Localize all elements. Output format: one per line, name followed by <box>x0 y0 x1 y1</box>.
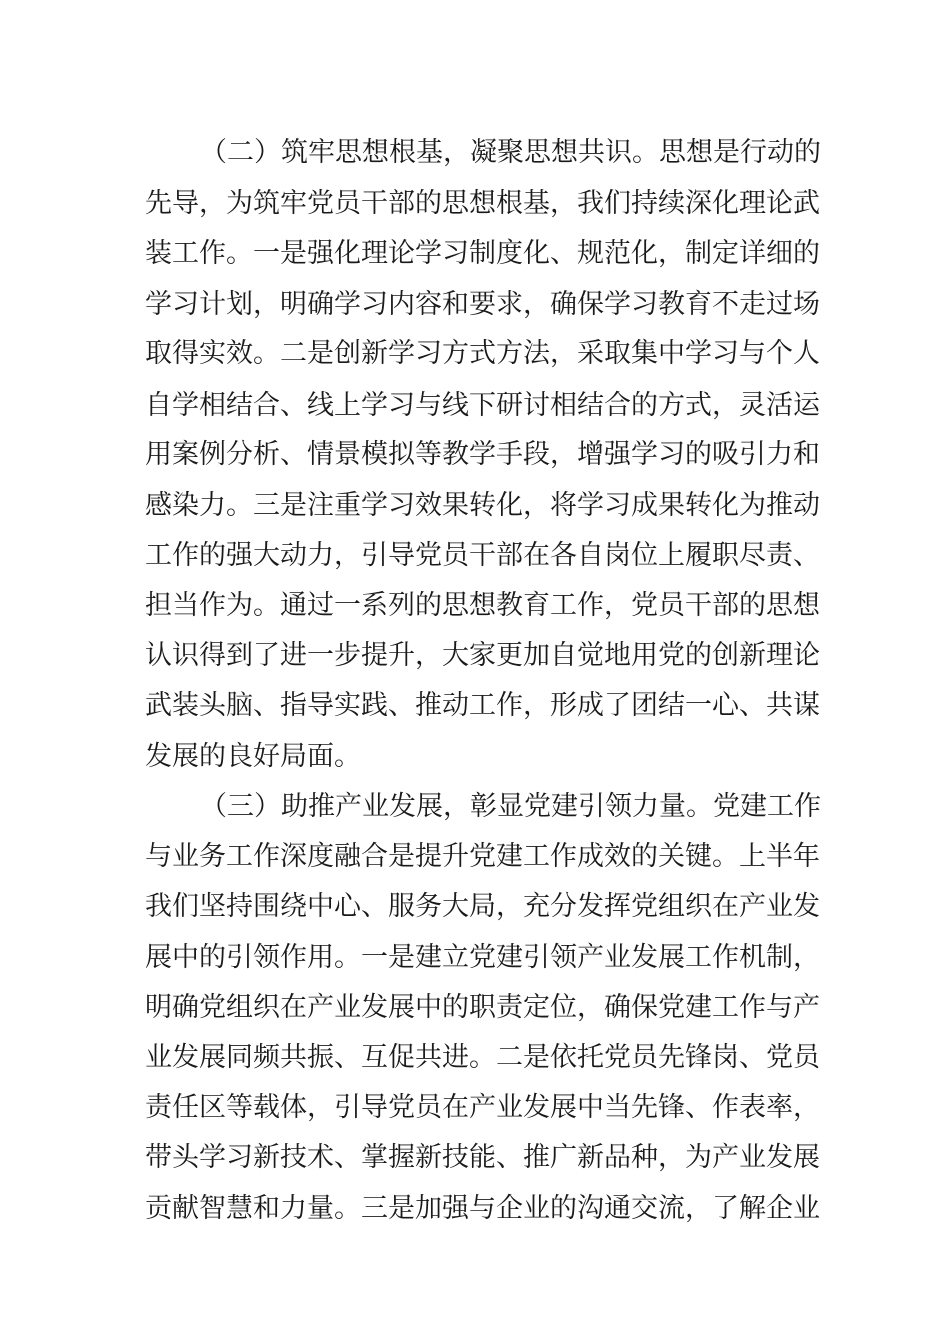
text-line: （三）助推产业发展，彰显党建引领力量。党建工作 <box>200 791 821 822</box>
text-line: 武装头脑、指导实践、推动工作，形成了团结一心、共谋 <box>145 690 820 721</box>
text-line: 与业务工作深度融合是提升党建工作成效的关键。上半年 <box>145 841 820 872</box>
text-line: 贡献智慧和力量。三是加强与企业的沟通交流，了解企业 <box>145 1193 820 1224</box>
text-line: 自学相结合、线上学习与线下研讨相结合的方式，灵活运 <box>145 390 820 421</box>
text-line: 我们坚持围绕中心、服务大局，充分发挥党组织在产业发 <box>145 891 820 922</box>
text-line: 取得实效。二是创新学习方式方法，采取集中学习与个人 <box>145 338 820 369</box>
text-line: 展中的引领作用。一是建立党建引领产业发展工作机制， <box>145 942 820 973</box>
text-line: 认识得到了进一步提升，大家更加自觉地用党的创新理论 <box>145 640 820 671</box>
text-line: 担当作为。通过一系列的思想教育工作，党员干部的思想 <box>145 590 820 621</box>
text-line: 明确党组织在产业发展中的职责定位，确保党建工作与产 <box>145 992 820 1023</box>
text-line: 带头学习新技术、掌握新技能、推广新品种，为产业发展 <box>145 1142 820 1173</box>
text-line: （二）筑牢思想根基，凝聚思想共识。思想是行动的 <box>200 137 821 168</box>
text-line: 先导，为筑牢党员干部的思想根基，我们持续深化理论武 <box>145 188 820 219</box>
text-line: 工作的强大动力，引导党员干部在各自岗位上履职尽责、 <box>145 540 820 571</box>
text-line: 学习计划，明确学习内容和要求，确保学习教育不走过场 <box>145 289 820 320</box>
text-line: 发展的良好局面。 <box>145 741 361 772</box>
text-line: 业发展同频共振、互促共进。二是依托党员先锋岗、党员 <box>145 1042 820 1073</box>
text-line: 装工作。一是强化理论学习制度化、规范化，制定详细的 <box>145 238 820 269</box>
text-line: 用案例分析、情景模拟等教学手段，增强学习的吸引力和 <box>145 439 820 470</box>
text-line: 责任区等载体，引导党员在产业发展中当先锋、作表率， <box>145 1092 820 1123</box>
text-line: 感染力。三是注重学习效果转化，将学习成果转化为推动 <box>145 490 820 521</box>
